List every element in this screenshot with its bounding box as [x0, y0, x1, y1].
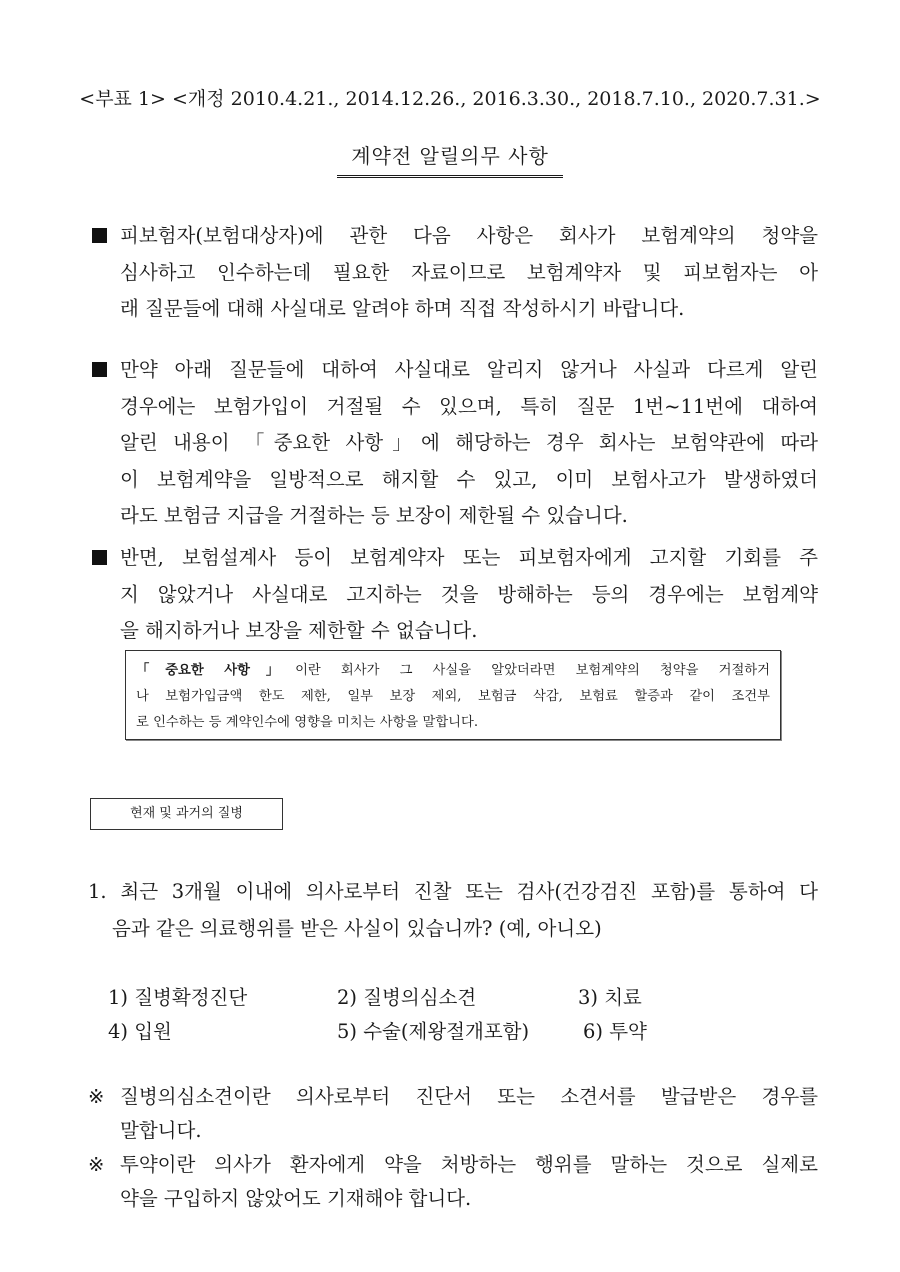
note-line	[136, 658, 770, 684]
paragraph-line: 라도 보험금 지급을 거절하는 등 보장이 제한될 수 있습니다.	[120, 504, 628, 527]
note-1	[88, 1080, 818, 1148]
square-bullet-icon	[92, 362, 107, 377]
paragraph-line: 지 않았거나 사실대로 고지하는 것을 방해하는 등의 경우에는 보험계약	[120, 582, 818, 606]
option-item: 2) 질병의심소견	[337, 986, 477, 1009]
paragraph-line: 이 보험계약을 일방적으로 해지할 수 있고, 이미 보험사고가 발생하였더	[120, 467, 818, 491]
note-line: 나 보험가입금액 한도 제한, 일부 보장 제외, 보험금 삭감, 보험료 할증과 같이 조건부	[136, 689, 770, 704]
square-bullet-icon	[92, 228, 107, 243]
option-item: 1) 질병확정진단	[108, 986, 248, 1009]
reference-mark-icon: ※	[88, 1153, 105, 1176]
section-label-box: 현재 및 과거의 질병	[90, 798, 283, 830]
note-line: 약을 구입하지 않았어도 기재해야 합니다.	[120, 1187, 472, 1210]
paragraph-3	[92, 540, 818, 650]
question-line: 음과 같은 의료행위를 받은 사실이 있습니까? (예, 아니오)	[112, 917, 602, 940]
note-text: 이란 회사가 그 사실을 알았더라면 보험계약의 청약을 거절하거	[295, 663, 770, 678]
option-item: 5) 수술(제왕절개포함)	[337, 1020, 530, 1043]
revision-header	[0, 84, 900, 111]
paragraph-line: 만약 아래 질문들에 대하여 사실대로 알리지 않거나 사실과 다르게 알린	[120, 358, 818, 381]
revision-dates: <개정 2010.4.21., 2014.12.26., 2016.3.30., 2018.7.10., 2020.7.31.>	[172, 88, 821, 110]
question-1	[88, 873, 818, 947]
paragraph-line: 심사하고 인수하는데 필요한 자료이므로 보험계약자 및 피보험자는 아	[120, 260, 818, 284]
note-line: 말합니다.	[120, 1119, 202, 1142]
question-line: 1. 최근 3개월 이내에 의사로부터 진찰 또는 검사(건강검진 포함)를 통하여 다	[88, 880, 818, 903]
option-item: 6) 투약	[583, 1020, 647, 1043]
important-term: 「중요한 사항」	[136, 663, 296, 678]
paragraph-1	[92, 218, 818, 328]
reference-mark-icon: ※	[88, 1085, 105, 1108]
important-matters-note-box	[125, 650, 781, 740]
paragraph-line: 을 해지하거나 보장을 제한할 수 없습니다.	[120, 619, 478, 642]
note-2	[88, 1148, 818, 1216]
title-container	[0, 140, 900, 178]
option-item: 3) 치료	[578, 986, 642, 1009]
annex-label: <부표 1>	[79, 88, 166, 110]
paragraph-line: 반면, 보험설계사 등이 보험계약자 또는 피보험자에게 고지할 기회를 주	[120, 546, 818, 569]
note-line: 로 인수하는 등 계약인수에 영향을 미치는 사항을 말합니다.	[136, 715, 479, 730]
note-line: 질병의심소견이란 의사로부터 진단서 또는 소견서를 발급받은 경우를	[120, 1085, 818, 1108]
paragraph-2	[92, 352, 818, 535]
note-line: 투약이란 의사가 환자에게 약을 처방하는 행위를 말하는 것으로 실제로	[120, 1153, 818, 1176]
paragraph-line: 피보험자(보험대상자)에 관한 다음 사항은 회사가 보험계약의 청약을	[120, 224, 818, 247]
paragraph-line: 경우에는 보험가입이 거절될 수 있으며, 특히 질문 1번~11번에 대하여	[120, 394, 818, 418]
paragraph-line: 알린 내용이 「중요한 사항」에 해당하는 경우 회사는 보험약관에 따라	[120, 431, 818, 454]
paragraph-line: 래 질문들에 대해 사실대로 알려야 하며 직접 작성하시기 바랍니다.	[120, 297, 685, 320]
square-bullet-icon	[92, 550, 107, 565]
page-title: 계약전 알릴의무 사항	[337, 140, 563, 178]
option-item: 4) 입원	[108, 1020, 172, 1043]
